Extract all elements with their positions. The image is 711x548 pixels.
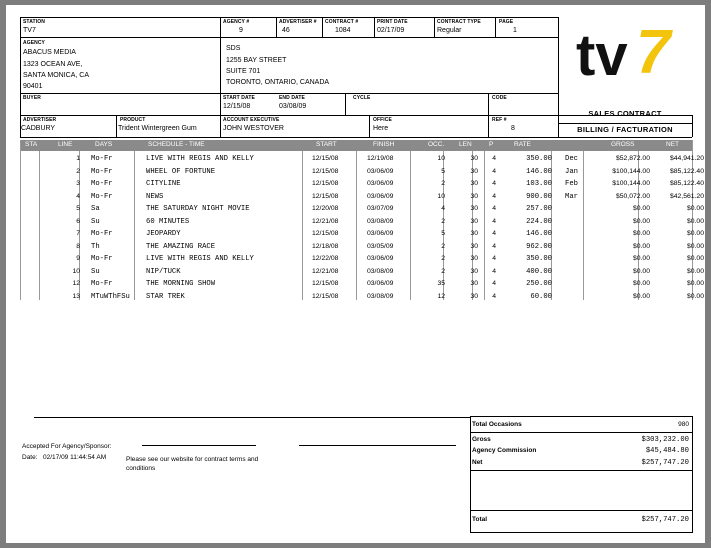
cell-start: 12/15/08 xyxy=(312,155,339,162)
cell-rate: 146.00 xyxy=(526,230,552,238)
product-value: Trident Wintergreen Gum xyxy=(118,125,197,132)
cell-p: 4 xyxy=(492,217,496,225)
date-value: 02/17/09 11:44:54 AM xyxy=(43,454,107,461)
cell-len: 30 xyxy=(470,242,478,250)
ref-label: REF # xyxy=(492,117,507,123)
product-label: PRODUCT xyxy=(120,117,146,123)
account-exec-label: ACCOUNT EXECUTIVE xyxy=(223,117,280,123)
cell-net: $0.00 xyxy=(686,280,704,287)
table-row xyxy=(20,178,704,191)
cell-p: 4 xyxy=(492,205,496,212)
cell-p: 4 xyxy=(492,280,496,287)
cell-start: 12/18/08 xyxy=(312,242,339,250)
advertiser-num-label: ADVERTISER # xyxy=(279,19,317,25)
cell-finish: 03/06/09 xyxy=(367,167,394,175)
advertiser-label: ADVERTISER xyxy=(23,117,57,123)
cell-days: Mo-Fr xyxy=(91,155,113,163)
date-label: Date: xyxy=(22,454,38,461)
cell-days: Mo-Fr xyxy=(91,167,113,176)
cell-line: 3 xyxy=(76,180,80,187)
cell-p: 4 xyxy=(492,267,496,275)
cell-gross: $0.00 xyxy=(632,280,650,287)
cell-days: Mo-Fr xyxy=(91,255,113,263)
ref-value: 8 xyxy=(511,125,515,132)
tv7-logo xyxy=(574,17,682,87)
cell-days: Su xyxy=(91,217,100,226)
cell-rate: 400.00 xyxy=(526,267,552,276)
contract-num-label: CONTRACT # xyxy=(325,19,359,25)
cell-finish: 03/06/09 xyxy=(367,280,394,287)
code-label: CODE xyxy=(492,95,507,101)
start-date-value: 12/15/08 xyxy=(223,103,251,110)
cell-p: 4 xyxy=(492,180,496,187)
col-gross: GROSS xyxy=(611,141,635,148)
table-row xyxy=(20,266,704,279)
cell-occ: 5 xyxy=(441,167,445,175)
cell-occ: 10 xyxy=(437,192,445,200)
table-row xyxy=(20,253,704,266)
cell-start: 12/15/08 xyxy=(312,280,339,287)
net-label: Net xyxy=(472,459,483,466)
cell-prog: NIP/TUCK xyxy=(146,267,181,276)
cell-rate: 103.00 xyxy=(526,180,552,188)
cell-line: 10 xyxy=(72,267,80,275)
table-row xyxy=(20,278,704,291)
cell-len: 30 xyxy=(470,155,478,162)
agency-num-value: 9 xyxy=(239,27,243,34)
cell-days: Mo-Fr xyxy=(91,180,113,188)
table-row xyxy=(20,216,704,229)
col-len: LEN xyxy=(459,141,472,148)
col-rate: RATE xyxy=(514,141,531,148)
billing-title: BILLING / FACTURATION xyxy=(577,125,673,134)
cell-len: 30 xyxy=(470,280,478,287)
cell-finish: 03/06/09 xyxy=(367,230,394,237)
cell-prog: THE SATURDAY NIGHT MOVIE xyxy=(146,205,250,213)
cell-len: 30 xyxy=(470,292,478,300)
cell-p: 4 xyxy=(492,292,496,300)
cell-start: 12/15/08 xyxy=(312,167,339,175)
cell-start: 12/20/08 xyxy=(312,205,339,212)
cell-p: 4 xyxy=(492,155,496,162)
page-value: 1 xyxy=(513,27,517,34)
table-row xyxy=(20,191,704,204)
gross-value: $303,232.00 xyxy=(641,436,689,444)
cell-gross: $100,144.00 xyxy=(612,180,650,187)
cell-line: 5 xyxy=(76,205,80,212)
cell-days: MTuWThFSu xyxy=(91,292,130,301)
end-date-label: END DATE xyxy=(279,95,305,101)
cell-gross: $0.00 xyxy=(632,242,650,250)
cell-len: 30 xyxy=(470,180,478,187)
net-value: $257,747.20 xyxy=(641,459,689,467)
cell-len: 30 xyxy=(470,230,478,237)
table-row xyxy=(20,228,704,241)
cell-start: 12/15/08 xyxy=(312,230,339,237)
cell-net: $44,941.20 xyxy=(669,155,704,162)
cell-prog: THE MORNING SHOW xyxy=(146,280,216,288)
cell-finish: 03/07/09 xyxy=(367,205,394,212)
cell-line: 2 xyxy=(76,167,80,175)
col-finish: FINISH xyxy=(373,141,395,148)
col-net: NET xyxy=(666,141,679,148)
buyer-label: BUYER xyxy=(23,95,42,101)
cell-net: $0.00 xyxy=(686,230,704,237)
agency-line: 1323 OCEAN AVE, xyxy=(23,61,83,68)
cell-net: $0.00 xyxy=(686,217,704,225)
total-occ-label: Total Occasions xyxy=(472,421,522,428)
cell-gross: $0.00 xyxy=(632,255,650,262)
total-value: $257,747.20 xyxy=(641,516,689,524)
cell-start: 12/22/08 xyxy=(312,255,339,262)
agency-label: AGENCY xyxy=(23,40,45,46)
cell-line: 6 xyxy=(76,217,80,225)
cell-gross: $0.00 xyxy=(632,205,650,212)
cell-len: 30 xyxy=(470,267,478,275)
cell-days: Th xyxy=(91,242,100,251)
cell-prog: NEWS xyxy=(146,192,164,201)
table-header xyxy=(20,140,692,151)
contract-type-value: Regular xyxy=(437,27,462,34)
cell-line: 4 xyxy=(76,192,80,200)
cell-occ: 10 xyxy=(437,155,445,162)
cell-finish: 03/08/09 xyxy=(367,217,394,225)
address-line: SDS xyxy=(226,45,241,52)
agency-line: ABACUS MEDIA xyxy=(23,49,76,56)
contract-type-label: CONTRACT TYPE xyxy=(437,19,481,25)
cell-len: 30 xyxy=(470,217,478,225)
cell-net: $42,561.20 xyxy=(669,192,704,200)
station-value: TV7 xyxy=(23,27,36,34)
cycle-label: CYCLE xyxy=(353,95,371,101)
cell-finish: 03/08/09 xyxy=(367,267,394,275)
cell-net: $0.00 xyxy=(686,267,704,275)
accepted-label: Accepted For Agency/Sponsor: xyxy=(22,443,112,450)
col-start: START xyxy=(316,141,337,148)
table-row xyxy=(20,241,704,254)
cell-line: 12 xyxy=(72,280,80,287)
cell-occ: 2 xyxy=(441,255,445,262)
cell-p: 4 xyxy=(492,255,496,262)
cell-finish: 03/06/09 xyxy=(367,180,394,187)
cell-prog: 60 MINUTES xyxy=(146,217,190,226)
cell-start: 12/15/08 xyxy=(312,292,339,300)
cell-line: 9 xyxy=(76,255,80,262)
contract-page xyxy=(6,5,705,543)
cell-finish: 03/06/09 xyxy=(367,255,394,262)
logo-tv-text: tv xyxy=(576,23,628,87)
cell-gross: $0.00 xyxy=(632,230,650,237)
cell-rate: 900.00 xyxy=(526,192,552,201)
cell-gross: $50,072.00 xyxy=(615,192,650,200)
cell-line: 7 xyxy=(76,230,80,237)
total-label: Total xyxy=(472,516,488,523)
cell-rate: 60.00 xyxy=(530,292,552,301)
cell-prog: LIVE WITH REGIS AND KELLY xyxy=(146,255,254,263)
page-label: PAGE xyxy=(499,19,514,25)
cell-start: 12/15/08 xyxy=(312,192,339,200)
cell-line: 1 xyxy=(76,155,80,162)
cell-finish: 03/05/09 xyxy=(367,242,394,250)
cell-net: $85,122.40 xyxy=(669,180,704,187)
col-schedule: SCHEDULE - TIME xyxy=(148,141,205,148)
cell-rate: 257.00 xyxy=(526,205,552,213)
cell-occ: 35 xyxy=(437,280,445,287)
cell-gross: $0.00 xyxy=(632,267,650,275)
agency-line: 90401 xyxy=(23,83,43,90)
cell-finish: 12/19/08 xyxy=(367,155,394,162)
cell-occ: 5 xyxy=(441,230,445,237)
account-exec-value: JOHN WESTOVER xyxy=(223,125,284,132)
cell-occ: 2 xyxy=(441,180,445,187)
col-line: LINE xyxy=(58,141,73,148)
cell-line: 13 xyxy=(72,292,80,300)
agency-line: SANTA MONICA, CA xyxy=(23,72,89,79)
advertiser-num-value: 46 xyxy=(282,27,290,34)
cell-net: $0.00 xyxy=(686,242,704,250)
cell-start: 12/15/08 xyxy=(312,180,339,187)
website-note: Please see our website for contract terms and conditions xyxy=(126,456,259,472)
cell-finish: 03/06/09 xyxy=(367,192,394,200)
cell-p: 4 xyxy=(492,242,496,250)
cell-month: Feb xyxy=(565,180,578,188)
agency-comm-value: $45,484.80 xyxy=(645,447,689,455)
cell-net: $85,122.40 xyxy=(669,167,704,175)
cell-month: Mar xyxy=(565,192,578,201)
cell-days: Mo-Fr xyxy=(91,280,113,288)
agency-num-label: AGENCY # xyxy=(223,19,250,25)
cell-rate: 962.00 xyxy=(526,242,552,251)
cell-occ: 2 xyxy=(441,217,445,225)
cell-len: 30 xyxy=(470,192,478,200)
cell-p: 4 xyxy=(492,192,496,200)
cell-occ: 2 xyxy=(441,242,445,250)
cell-gross: $52,872.00 xyxy=(615,155,650,162)
start-date-label: START DATE xyxy=(223,95,255,101)
cell-days: Su xyxy=(91,267,100,276)
col-p: P xyxy=(489,141,494,148)
address-line: SUITE 701 xyxy=(226,68,261,75)
print-date-label: PRINT DATE xyxy=(377,19,408,25)
office-label: OFFICE xyxy=(373,117,392,123)
cell-line: 8 xyxy=(76,242,80,250)
cell-p: 4 xyxy=(492,167,496,175)
cell-rate: 350.00 xyxy=(526,255,552,263)
cell-start: 12/21/08 xyxy=(312,217,339,225)
cell-prog: STAR TREK xyxy=(146,292,185,301)
col-days: DAYS xyxy=(95,141,113,148)
address-line: 1255 BAY STREET xyxy=(226,57,287,64)
cell-len: 30 xyxy=(470,167,478,175)
end-date-value: 03/08/09 xyxy=(279,103,307,110)
print-date-value: 02/17/09 xyxy=(377,27,405,34)
cell-days: Mo-Fr xyxy=(91,192,113,201)
cell-rate: 250.00 xyxy=(526,280,552,288)
table-row xyxy=(20,166,704,179)
cell-prog: CITYLINE xyxy=(146,180,181,188)
cell-gross: $0.00 xyxy=(632,292,650,300)
cell-prog: JEOPARDY xyxy=(146,230,181,238)
cell-occ: 12 xyxy=(437,292,445,300)
cell-prog: THE AMAZING RACE xyxy=(146,242,216,251)
cell-occ: 4 xyxy=(441,205,445,212)
cell-days: Sa xyxy=(91,205,100,213)
col-occ: OCC. xyxy=(428,141,445,148)
cell-month: Dec xyxy=(565,155,578,163)
cell-net: $0.00 xyxy=(686,255,704,262)
cell-net: $0.00 xyxy=(686,292,704,300)
cell-net: $0.00 xyxy=(686,205,704,212)
contract-num-value: 1084 xyxy=(335,27,351,34)
cell-occ: 2 xyxy=(441,267,445,275)
table-row xyxy=(20,291,704,304)
cell-gross: $100,144.00 xyxy=(612,167,650,175)
cell-gross: $0.00 xyxy=(632,217,650,225)
address-line: TORONTO, ONTARIO, CANADA xyxy=(226,79,330,86)
cell-finish: 03/08/09 xyxy=(367,292,394,300)
cell-len: 30 xyxy=(470,205,478,212)
cell-days: Mo-Fr xyxy=(91,230,113,238)
station-label: STATION xyxy=(23,19,45,25)
cell-month: Jan xyxy=(565,167,578,176)
col-sta: STA xyxy=(25,141,38,148)
cell-rate: 146.00 xyxy=(526,167,552,176)
cell-start: 12/21/08 xyxy=(312,267,339,275)
cell-rate: 350.00 xyxy=(526,155,552,163)
office-value: Here xyxy=(373,125,389,132)
table-row xyxy=(20,203,704,216)
cell-len: 30 xyxy=(470,255,478,262)
cell-rate: 224.00 xyxy=(526,217,552,226)
agency-comm-label: Agency Commission xyxy=(472,447,537,454)
gross-label: Gross xyxy=(472,436,491,443)
cell-p: 4 xyxy=(492,230,496,237)
sales-contract-title: SALES CONTRACT xyxy=(588,109,662,118)
logo-7-text: 7 xyxy=(636,18,671,87)
total-occ-value: 980 xyxy=(678,421,689,428)
table-row xyxy=(20,153,704,166)
cell-prog: WHEEL OF FORTUNE xyxy=(146,167,216,176)
cell-prog: LIVE WITH REGIS AND KELLY xyxy=(146,155,254,163)
advertiser-value: CADBURY xyxy=(21,125,56,132)
